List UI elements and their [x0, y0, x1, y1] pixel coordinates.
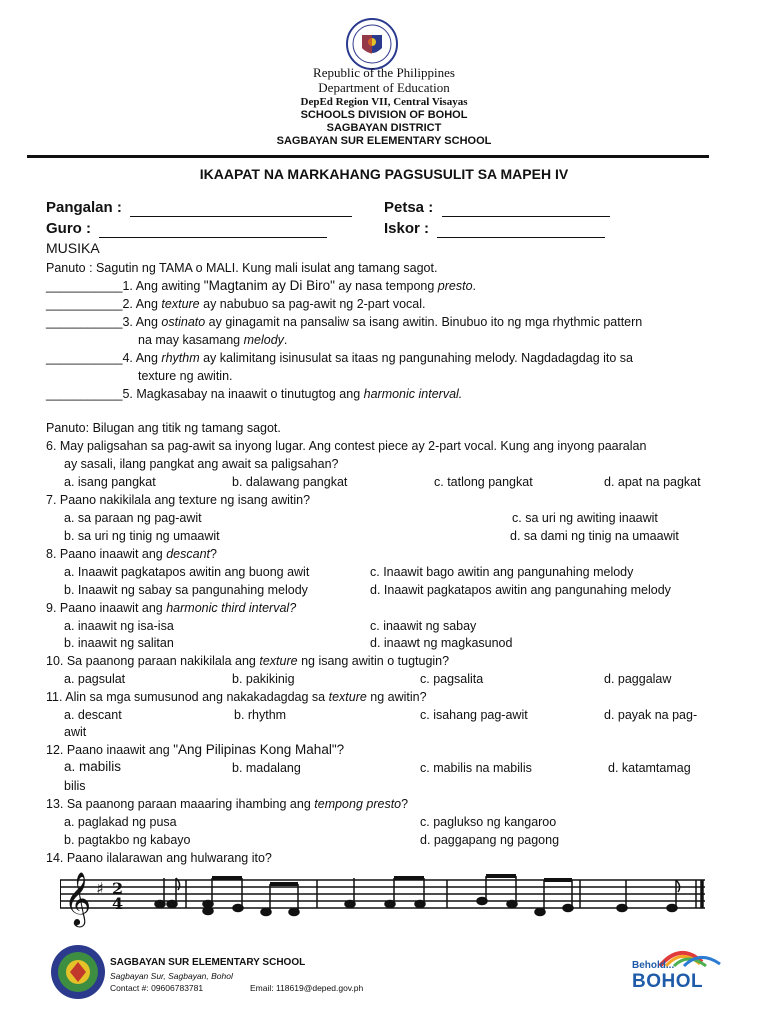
q12-option-a[interactable]: a. mabilis [64, 759, 122, 774]
answer-blank[interactable]: ___________ [46, 315, 123, 329]
q13-option-d[interactable]: d. paggapang ng pagong [420, 833, 560, 847]
q7-option-d[interactable]: d. sa dami ng tinig na umaawit [510, 529, 679, 543]
q6-cont: ay sasali, ilang pangkat ang await sa paligsahan? [64, 457, 339, 471]
q10-option-c[interactable]: c. pagsalita [420, 672, 484, 686]
date-label: Petsa : [384, 199, 434, 216]
q6-option-d[interactable]: d. apat na pagkat [604, 475, 701, 489]
q13: 13. Sa paanong paraan maaaring ihambing ang tempong presto? [46, 797, 409, 811]
q3: ___________3. Ang ostinato ay ginagamit na pansaliw sa isang awitin. Binubuo ito ng mga rhythmic pattern [46, 315, 643, 329]
q9-option-a[interactable]: a. inaawit ng isa-isa [64, 619, 174, 633]
score-field[interactable] [384, 220, 605, 238]
q7: 7. Paano nakikilala ang texture ng isang awitin? [46, 493, 311, 507]
part1-instructions: Panuto : Sagutin ng TAMA o MALI. Kung mali isulat ang tamang sagot. [46, 261, 438, 275]
q12-option-c[interactable]: c. mabilis na mabilis [420, 761, 532, 775]
q6: 6. May paligsahan sa pag-awit sa inyong lugar. Ang contest piece ay 2-part vocal. Kung ang inyong paaralan [46, 439, 647, 453]
footer-school-name: SAGBAYAN SUR ELEMENTARY SCHOOL [110, 957, 306, 968]
q12-option-b[interactable]: b. madalang [232, 761, 301, 775]
date-field[interactable] [384, 199, 610, 217]
q6-option-c[interactable]: c. tatlong pangkat [434, 475, 533, 489]
teacher-blank[interactable] [99, 223, 327, 238]
bohol-logo-tagline: Behold... [632, 960, 675, 971]
q10-option-d[interactable]: d. paggalaw [604, 672, 672, 686]
answer-blank[interactable]: ___________ [46, 351, 123, 365]
teacher-label: Guro : [46, 220, 91, 237]
q8-option-a[interactable]: a. Inaawit pagkatapos awitin ang buong awit [64, 565, 310, 579]
header-region: DepEd Region VII, Central Visayas [300, 96, 468, 108]
q11-option-a[interactable]: a. descant [64, 708, 122, 722]
q11-option-d[interactable]: d. payak na pag- [604, 708, 698, 722]
q12: 12. Paano inaawit ang "Ang Pilipinas Kong Mahal"? [46, 742, 345, 757]
q7-option-a[interactable]: a. sa paraan ng pag-awit [64, 511, 202, 525]
time-signature-bottom: 4 [112, 894, 124, 913]
q11-option-d-cont: awit [64, 725, 87, 739]
name-blank[interactable] [130, 202, 352, 217]
q2: ___________2. Ang texture ay nabubuo sa pag-awit ng 2-part vocal. [46, 297, 426, 311]
header-divider [27, 155, 709, 158]
answer-blank[interactable]: ___________ [46, 297, 123, 311]
q8-option-d[interactable]: d. Inaawit pagkatapos awitin ang pangunahing melody [370, 583, 671, 597]
school-logo [50, 944, 106, 1000]
q13-option-b[interactable]: b. pagtakbo ng kabayo [64, 833, 191, 847]
header-district: SAGBAYAN DISTRICT [326, 122, 442, 134]
header-department: Department of Education [318, 80, 450, 95]
teacher-field[interactable] [46, 220, 327, 238]
answer-blank[interactable]: ___________ [46, 279, 123, 293]
bohol-logo-word: BOHOL [632, 971, 704, 992]
q7-option-b[interactable]: b. sa uri ng tinig ng umaawit [64, 529, 220, 543]
score-blank[interactable] [437, 223, 605, 238]
q14: 14. Paano ilalarawan ang hulwarang ito? [46, 851, 272, 865]
svg-text:𝄞: 𝄞 [64, 871, 92, 925]
q11-option-c[interactable]: c. isahang pag-awit [420, 708, 528, 722]
name-label: Pangalan : [46, 199, 122, 216]
q1: ___________1. Ang awiting "Magtanim ay Di Biro" ay nasa tempong presto. [46, 278, 477, 293]
q10-option-b[interactable]: b. pakikinig [232, 672, 295, 686]
score-label: Iskor : [384, 220, 430, 237]
q11: 11. Alin sa mga sumusunod ang nakakadagdag sa texture ng awitin? [46, 690, 427, 704]
q11-option-b[interactable]: b. rhythm [234, 708, 287, 722]
bohol-logo [630, 944, 726, 996]
q8-option-b[interactable]: b. Inaawit ng sabay sa pangunahing melody [64, 583, 308, 597]
q9-option-d[interactable]: d. inaawt ng magkasunod [370, 636, 513, 650]
header-school: SAGBAYAN SUR ELEMENTARY SCHOOL [276, 135, 492, 147]
q10-option-a[interactable]: a. pagsulat [64, 672, 126, 686]
q6-option-b[interactable]: b. dalawang pangkat [232, 475, 348, 489]
q13-option-c[interactable]: c. paglukso ng kangaroo [420, 815, 557, 829]
q8: 8. Paano inaawit ang descant? [46, 547, 217, 561]
q12-option-d-cont: bilis [64, 779, 86, 793]
name-field[interactable] [46, 199, 352, 217]
q13-option-a[interactable]: a. paglakad ng pusa [64, 815, 177, 829]
deped-seal [346, 18, 398, 70]
section-musika: MUSIKA [46, 240, 100, 256]
q12-option-d[interactable]: d. katamtamag [608, 761, 691, 775]
footer-email: Email: 118619@deped.gov.ph [250, 983, 364, 993]
date-blank[interactable] [442, 202, 610, 217]
q5: ___________5. Magkasabay na inaawit o tinutugtog ang harmonic interval. [46, 387, 463, 401]
q6-option-a[interactable]: a. isang pangkat [64, 475, 156, 489]
header-republic: Republic of the Philippines [313, 65, 455, 80]
q9-option-b[interactable]: b. inaawit ng salitan [64, 636, 174, 650]
footer-contact: Contact #: 09606783781 [110, 983, 204, 993]
exam-title: IKAAPAT NA MARKAHANG PAGSUSULIT SA MAPEH IV [199, 166, 569, 182]
q8-option-c[interactable]: c. Inaawit bago awitin ang pangunahing melody [370, 565, 634, 579]
q7-option-c[interactable]: c. sa uri ng awiting inaawit [512, 511, 658, 525]
answer-blank[interactable]: ___________ [46, 387, 123, 401]
q10: 10. Sa paanong paraan nakikilala ang texture ng isang awitin o tugtugin? [46, 654, 450, 668]
svg-text:♯: ♯ [96, 879, 104, 898]
q9-option-c[interactable]: c. inaawit ng sabay [370, 619, 477, 633]
rhythm-pattern-staff [60, 864, 710, 933]
time-signature-top: 2 [112, 879, 124, 898]
header-division: SCHOOLS DIVISION OF BOHOL [300, 109, 468, 121]
q9: 9. Paano inaawit ang harmonic third interval? [46, 601, 297, 615]
q3-cont: na may kasamang melody. [138, 333, 288, 347]
q4-cont: texture ng awitin. [138, 369, 233, 383]
part2-instructions: Panuto: Bilugan ang titik ng tamang sagot. [46, 421, 281, 435]
q4: ___________4. Ang rhythm ay kalimitang isinusulat sa itaas ng pangunahing melody. Nagdadagdag ito sa [46, 351, 634, 365]
footer-address: Sagbayan Sur, Sagbayan, Bohol [110, 971, 233, 981]
